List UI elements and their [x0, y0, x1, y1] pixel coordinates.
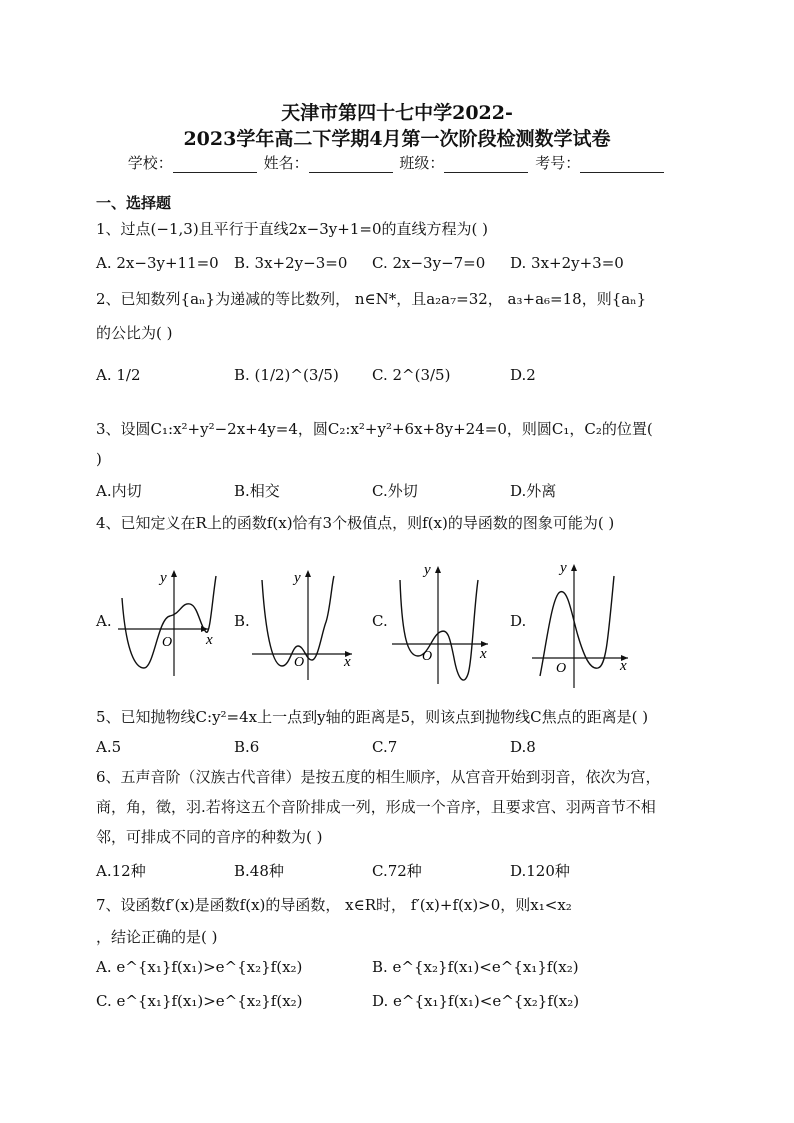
q7-option-b[interactable]: B. e^{x₂}f(x₁)<e^{x₁}f(x₂) — [372, 958, 579, 976]
q4d-x-label: x — [620, 658, 627, 674]
q2-option-c[interactable]: C. 2^(3/5) — [372, 366, 451, 384]
exam-title-line1: 天津市第四十七中学2022- — [281, 102, 513, 124]
q5-option-a[interactable]: A.5 — [96, 738, 122, 756]
q6-option-a[interactable]: A.12种 — [96, 862, 146, 880]
q2-option-d[interactable]: D.2 — [510, 366, 536, 384]
q4b-origin-label: O — [294, 655, 305, 670]
class-label: 班级： — [399, 154, 445, 172]
question-1-text: 1、过点(−1,3)且平行于直线2x−3y+1=0的直线方程为( ) — [96, 220, 488, 238]
q6-option-d[interactable]: D.120种 — [510, 862, 570, 880]
school-field[interactable] — [173, 158, 257, 173]
q3-option-d[interactable]: D.外离 — [510, 482, 557, 500]
exam-title-line2: 2023学年高二下学期4月第一次阶段检测数学试卷 — [183, 128, 611, 150]
q4c-origin-label: O — [422, 649, 433, 664]
q7-option-d[interactable]: D. e^{x₁}f(x₁)<e^{x₂}f(x₂) — [372, 992, 580, 1010]
section-title: 一、选择题 — [96, 194, 172, 212]
q3-option-c[interactable]: C.外切 — [372, 482, 418, 500]
school-label: 学校： — [127, 154, 173, 172]
q4c-x-label: x — [480, 646, 487, 662]
q4-graph-b[interactable] — [248, 562, 360, 682]
q5-option-d[interactable]: D.8 — [510, 738, 536, 756]
question-3-text: 3、设圆C₁:x²+y²−2x+4y=4，圆C₂:x²+y²+6x+8y+24=0，则圆C₁，C₂的位置( — [96, 420, 653, 438]
q6-option-c[interactable]: C.72种 — [372, 862, 422, 880]
q3-option-a[interactable]: A.内切 — [96, 482, 142, 500]
q2-option-a[interactable]: A. 1/2 — [96, 366, 141, 384]
q4-option-c-label[interactable]: C. — [372, 612, 388, 630]
q4-graph-a[interactable] — [112, 562, 222, 682]
question-6-text-cont2: 邻，可排成不同的音序的种数为( ) — [96, 828, 323, 846]
q4c-y-label: y — [424, 562, 431, 578]
q4-option-a-label[interactable]: A. — [96, 612, 112, 630]
q4b-y-label: y — [294, 570, 301, 586]
q2-option-b[interactable]: B. (1/2)^(3/5) — [234, 366, 339, 384]
question-5-text: 5、已知抛物线C:y²=4x上一点到y轴的距离是5，则该点到抛物线C焦点的距离是( ) — [96, 708, 649, 726]
question-7-text-cont: ，结论正确的是( ) — [96, 928, 218, 946]
q4-graph-d[interactable] — [528, 556, 638, 690]
q4-option-d-label[interactable]: D. — [510, 612, 527, 630]
q4-graph-c[interactable] — [388, 558, 498, 686]
q1-option-c[interactable]: C. 2x−3y−7=0 — [372, 254, 486, 272]
q1-option-d[interactable]: D. 3x+2y+3=0 — [510, 254, 624, 272]
name-label: 姓名： — [263, 154, 309, 172]
question-4-text: 4、已知定义在R上的函数f(x)恰有3个极值点，则f(x)的导函数的图象可能为( ) — [96, 514, 615, 532]
q1-option-b[interactable]: B. 3x+2y−3=0 — [234, 254, 348, 272]
question-7-text: 7、设函数f′(x)是函数f(x)的导函数， x∈R时， f′(x)+f(x)>0，则x₁<x₂ — [96, 896, 572, 914]
q3-option-b[interactable]: B.相交 — [234, 482, 280, 500]
q4d-origin-label: O — [556, 661, 567, 676]
q4-option-b-label[interactable]: B. — [234, 612, 250, 630]
student-info-row — [0, 152, 794, 173]
q7-option-c[interactable]: C. e^{x₁}f(x₁)>e^{x₂}f(x₂) — [96, 992, 303, 1010]
q5-option-c[interactable]: C.7 — [372, 738, 398, 756]
q4a-origin-label: O — [162, 635, 173, 650]
exam-number-field[interactable] — [580, 158, 664, 173]
q7-option-a[interactable]: A. e^{x₁}f(x₁)>e^{x₂}f(x₂) — [96, 958, 303, 976]
name-field[interactable] — [309, 158, 393, 173]
question-6-text-cont1: 商，角，徵，羽.若将这五个音阶排成一列，形成一个音序，且要求宫、羽两音节不相 — [96, 798, 656, 816]
q4d-y-label: y — [560, 560, 567, 576]
q5-option-b[interactable]: B.6 — [234, 738, 260, 756]
exam-number-label: 考号： — [535, 154, 581, 172]
question-6-text: 6、五声音阶（汉族古代音律）是按五度的相生顺序，从宫音开始到羽音，依次为宫， — [96, 768, 661, 786]
question-2-text: 2、已知数列{aₙ}为递减的等比数列， n∈N*，且a₂a₇=32， a₃+a₆=18，则{aₙ} — [96, 290, 647, 308]
question-3-text-cont: ) — [96, 450, 102, 468]
q4a-x-label: x — [206, 632, 213, 648]
q4a-y-label: y — [160, 570, 167, 586]
question-2-text-cont: 的公比为( ) — [96, 324, 173, 342]
class-field[interactable] — [444, 158, 528, 173]
q6-option-b[interactable]: B.48种 — [234, 862, 284, 880]
q1-option-a[interactable]: A. 2x−3y+11=0 — [96, 254, 219, 272]
q4b-x-label: x — [344, 654, 351, 670]
